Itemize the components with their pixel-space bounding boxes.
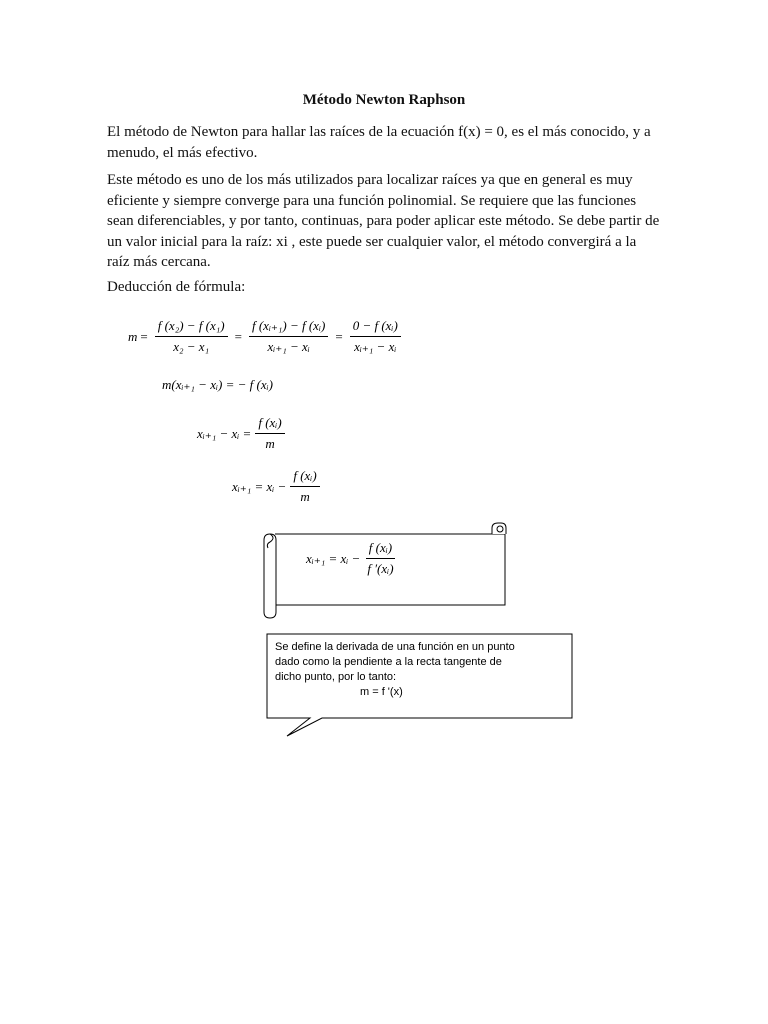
fraction [364, 540, 396, 577]
fraction-numerator: f (xᵢ) [255, 415, 284, 434]
fraction-numerator: f (x₂) − f (x₁) [155, 318, 228, 337]
fraction-denominator: xᵢ₊₁ − xᵢ [354, 339, 397, 354]
fraction-denominator: f ′(xᵢ) [367, 561, 394, 576]
fraction-denominator: m [265, 436, 275, 451]
fraction [249, 318, 328, 355]
intro-paragraph [107, 122, 667, 163]
deduction-label [107, 277, 667, 298]
text-line: Deducción de fórmula: [107, 279, 246, 295]
fraction [155, 318, 228, 355]
eq-lhs: xᵢ₊₁ = xᵢ − [306, 550, 361, 566]
rearranged-equation [162, 377, 273, 393]
fraction-denominator: xᵢ₊₁ − xᵢ [267, 339, 310, 354]
eq-text: m(xᵢ₊₁ − xᵢ) = − f (xᵢ) [162, 377, 273, 392]
text-line: eficiente y siempre converge para una función polinomial. Se requiere que las funciones [107, 192, 637, 209]
fraction-denominator: x₂ − x₁ [173, 339, 210, 354]
fraction-denominator: m [300, 489, 310, 504]
text-line: un valor inicial para la raíz: xi , este puede ser cualquier valor, el método convergirá a la [107, 233, 637, 250]
difference-equation [197, 415, 289, 452]
text-line: El método de Newton para hallar las raíces de la ecuación f(x) = 0, es el más conocido, y a [107, 124, 651, 140]
callout-line: dado como la pendiente a la recta tangente de [275, 656, 502, 668]
fraction-numerator: f (xᵢ) [366, 540, 395, 559]
text-line: raíz más cercana. [107, 254, 211, 270]
newton-raphson-formula [306, 540, 401, 577]
slope-equation: m = $\frac{\text{f (x₂) − f (x₁)}}{\text{x₂ − x₁}}$ = $\frac{\text{f (xᵢ₊₁) − f (xᵢ)}}{\text{xᵢ₊₁ − xᵢ}}$ = $\frac{\text{0 − f (xᵢ)}}{\text{xᵢ₊₁ − xᵢ}}$ [128, 318, 405, 355]
eq-lhs: xᵢ₊₁ = xᵢ − [232, 478, 287, 494]
fraction-numerator: f (xᵢ) [290, 468, 319, 487]
fraction [350, 318, 401, 355]
text-line: Este método es uno de los más utilizados para localizar raíces ya que en general es muy [107, 172, 633, 188]
fraction-numerator: f (xᵢ₊₁) − f (xᵢ) [249, 318, 328, 337]
callout-line: dicho punto, por lo tanto: [275, 671, 397, 683]
method-paragraph [107, 170, 667, 273]
fraction [290, 468, 319, 505]
eq-lhs: xᵢ₊₁ − xᵢ = [197, 425, 252, 441]
iteration-equation-m [232, 468, 324, 505]
fraction-numerator: 0 − f (xᵢ) [350, 318, 401, 337]
fraction [255, 415, 284, 452]
eq-lhs: m [128, 328, 138, 344]
text-line: sean diferenciables, y por tanto, continuas, para poder aplicar este método. Se debe partir de [107, 213, 660, 229]
page-title: Método Newton Raphson [302, 92, 466, 108]
callout-line: Se define la derivada de una función en un punto [275, 641, 515, 653]
callout-text [275, 640, 565, 700]
callout-formula: m = f '(x) [360, 686, 403, 698]
text-line: menudo, el más efectivo. [107, 144, 258, 161]
